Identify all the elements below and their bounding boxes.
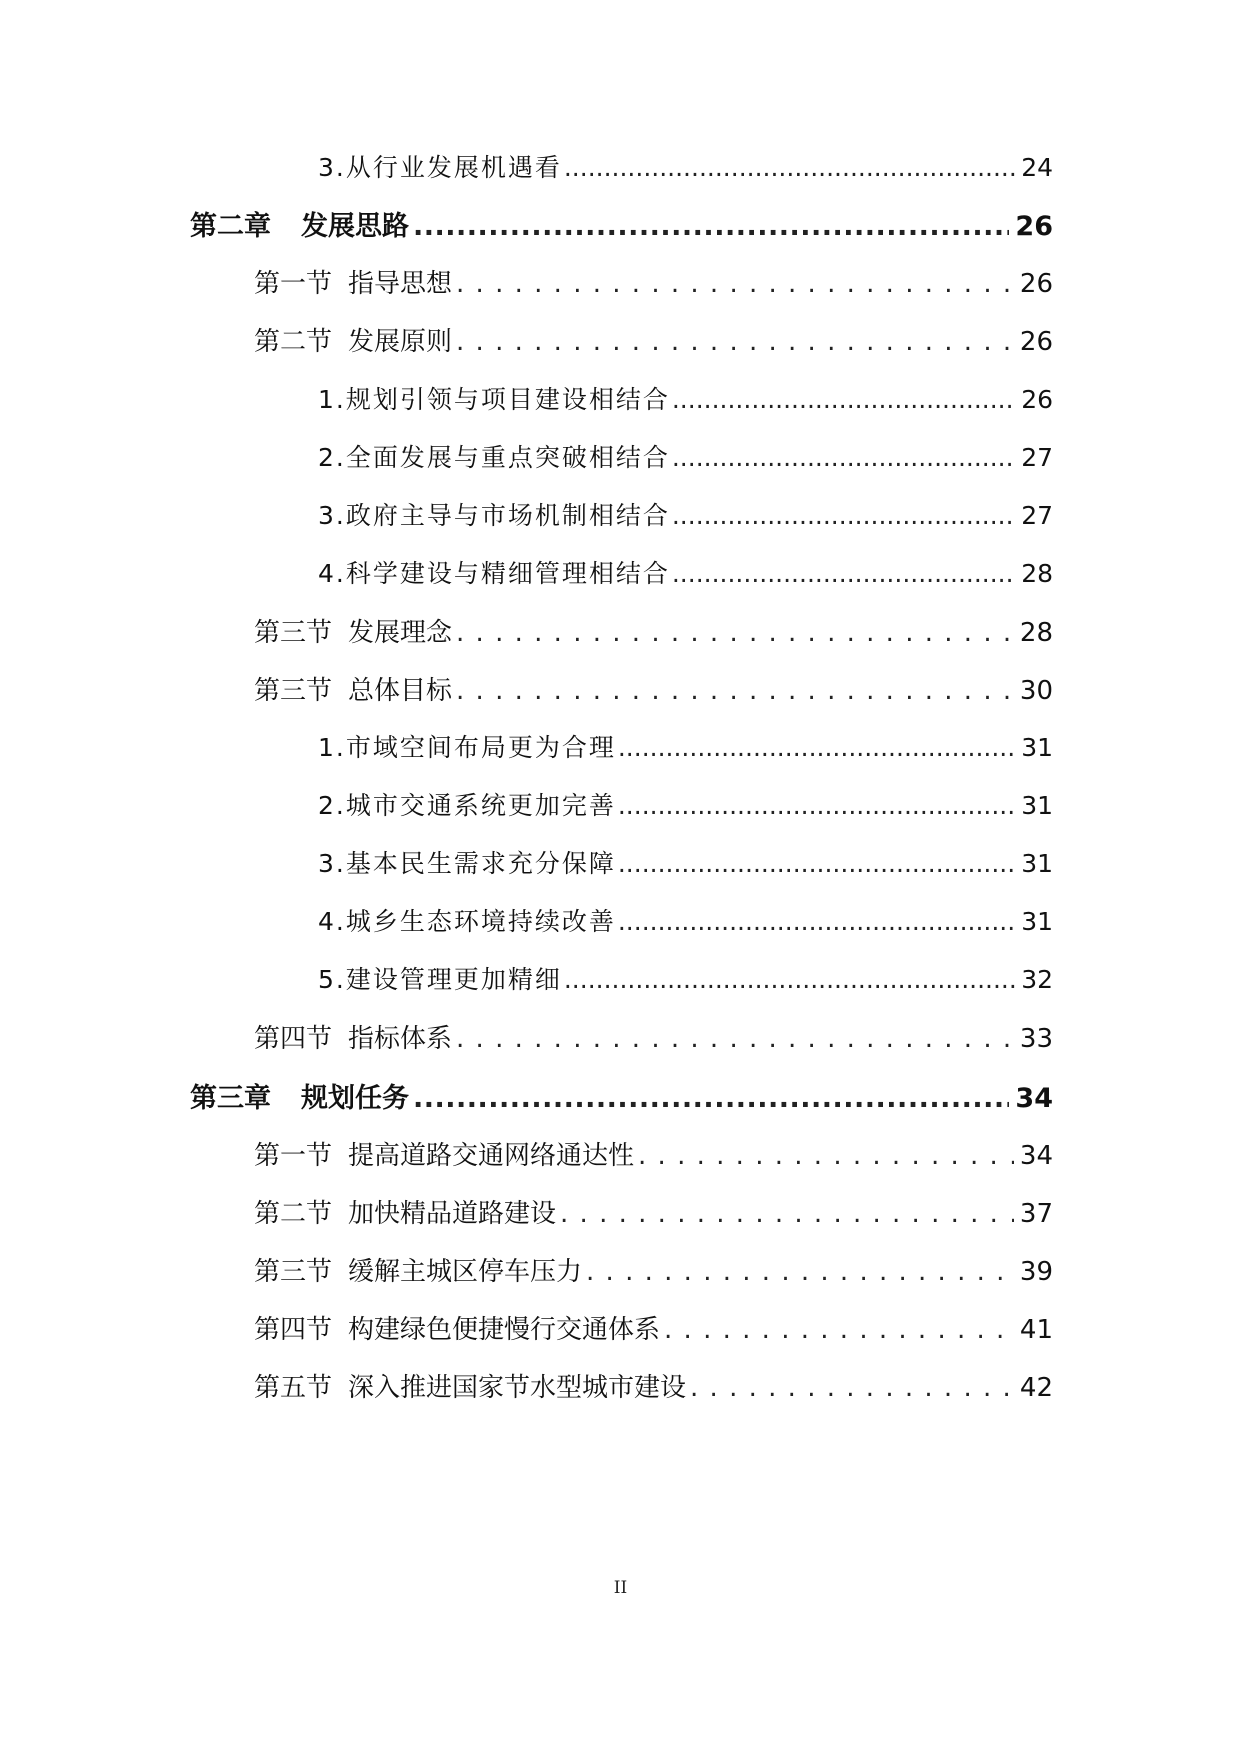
toc-entry[interactable]	[318, 902, 1053, 938]
toc-entry[interactable]	[318, 496, 1053, 532]
dot-leader	[618, 733, 1015, 762]
toc-entry-title	[254, 321, 452, 358]
toc-entry-page: 34	[1019, 1141, 1053, 1171]
toc-section-entry[interactable]	[254, 1309, 1053, 1346]
section-title: 发展原则	[348, 327, 453, 357]
dot-leader	[564, 153, 1015, 182]
toc-entry-title: 1.市域空间布局更为合理	[318, 733, 616, 762]
toc-entry-title	[190, 204, 409, 243]
toc-entry-title	[254, 612, 452, 649]
toc-section-entry[interactable]	[254, 263, 1053, 300]
chapter-title: 规划任务	[301, 1083, 409, 1114]
toc-entry-title	[254, 1135, 634, 1172]
dot-leader	[456, 1024, 1014, 1054]
toc-section-entry[interactable]	[254, 612, 1053, 649]
toc-chapter-entry[interactable]	[190, 1076, 1053, 1115]
toc-entry[interactable]	[318, 786, 1053, 822]
chapter-title: 发展思路	[301, 211, 409, 242]
chapter-label: 第二章	[190, 211, 271, 242]
section-label: 第一节	[254, 1141, 333, 1171]
toc-entry-page: 33	[1019, 1024, 1053, 1054]
page-number: II	[613, 1578, 628, 1598]
toc-entry[interactable]	[318, 960, 1053, 996]
toc-entry-page: 24	[1021, 153, 1053, 182]
toc-entry-title: 2.城市交通系统更加完善	[318, 791, 616, 820]
chapter-label: 第三章	[190, 1083, 271, 1114]
toc-entry-title: 2.全面发展与重点突破相结合	[318, 443, 670, 472]
toc-entry[interactable]	[318, 380, 1053, 416]
toc-entry-title: 3.从行业发展机遇看	[318, 153, 562, 182]
toc-entry[interactable]	[318, 438, 1053, 474]
section-title: 指导思想	[348, 269, 453, 299]
toc-section-entry[interactable]	[254, 1251, 1053, 1288]
toc-entry-title	[254, 670, 452, 707]
toc-entry-title: 4.科学建设与精细管理相结合	[318, 559, 670, 588]
toc-entry-page: 41	[1019, 1315, 1053, 1345]
section-title: 指标体系	[348, 1024, 453, 1054]
section-title: 缓解主城区停车压力	[348, 1257, 583, 1287]
toc-entry-title	[254, 1309, 660, 1346]
toc-section-entry[interactable]	[254, 1193, 1053, 1230]
toc-entry-page: 28	[1021, 559, 1053, 588]
dot-leader	[560, 1199, 1014, 1229]
toc-entry-title	[254, 1367, 686, 1404]
toc-entry-page: 31	[1021, 907, 1053, 936]
dot-leader	[672, 443, 1015, 472]
toc-entry[interactable]	[318, 554, 1053, 590]
toc-entry-title: 4.城乡生态环境持续改善	[318, 907, 616, 936]
toc-section-entry[interactable]	[254, 321, 1053, 358]
toc-entry-page: 31	[1021, 733, 1053, 762]
toc-entry-page: 42	[1019, 1373, 1053, 1403]
dot-leader	[456, 618, 1014, 648]
toc-section-entry[interactable]	[254, 670, 1053, 707]
section-label: 第二节	[254, 1199, 333, 1229]
toc-entry-page: 30	[1019, 676, 1053, 706]
section-label: 第三节	[254, 618, 333, 648]
toc-entry-page: 28	[1019, 618, 1053, 648]
dot-leader	[672, 559, 1015, 588]
section-label: 第一节	[254, 269, 333, 299]
toc-section-entry[interactable]	[254, 1367, 1053, 1404]
section-title: 加快精品道路建设	[348, 1199, 557, 1229]
toc-section-entry[interactable]	[254, 1135, 1053, 1172]
dot-leader	[672, 501, 1015, 530]
dot-leader	[413, 1083, 1009, 1114]
toc-entry-page: 26	[1019, 269, 1053, 299]
toc-entry-title: 5.建设管理更加精细	[318, 965, 562, 994]
section-label: 第四节	[254, 1024, 333, 1054]
section-title: 提高道路交通网络通达性	[348, 1141, 635, 1171]
toc-entry-title	[254, 1018, 452, 1055]
section-title: 深入推进国家节水型城市建设	[348, 1373, 687, 1403]
dot-leader	[672, 385, 1015, 414]
dot-leader	[664, 1315, 1014, 1345]
dot-leader	[586, 1257, 1014, 1287]
section-label: 第三节	[254, 1257, 333, 1287]
toc-entry-title: 3.基本民生需求充分保障	[318, 849, 616, 878]
toc-entry-page: 39	[1019, 1257, 1053, 1287]
toc-entry[interactable]	[318, 728, 1053, 764]
section-label: 第二节	[254, 327, 333, 357]
toc-entry-title	[254, 263, 452, 300]
dot-leader	[456, 327, 1014, 357]
toc-entry-page: 37	[1019, 1199, 1053, 1229]
toc-entry-page: 26	[1021, 385, 1053, 414]
toc-entry-page: 31	[1021, 849, 1053, 878]
toc-entry-page: 31	[1021, 791, 1053, 820]
toc-entry-title: 3.政府主导与市场机制相结合	[318, 501, 670, 530]
toc-chapter-entry[interactable]	[190, 204, 1053, 243]
dot-leader	[618, 907, 1015, 936]
toc-entry-page: 34	[1015, 1083, 1053, 1114]
toc-entry-page: 26	[1019, 327, 1053, 357]
dot-leader	[618, 791, 1015, 820]
toc-section-entry[interactable]	[254, 1018, 1053, 1055]
toc-entry-page: 27	[1021, 501, 1053, 530]
toc-entry-title	[254, 1251, 582, 1288]
toc-entry-title: 1.规划引领与项目建设相结合	[318, 385, 670, 414]
section-label: 第三节	[254, 676, 333, 706]
dot-leader	[456, 269, 1014, 299]
dot-leader	[618, 849, 1015, 878]
toc-entry-title	[190, 1076, 409, 1115]
dot-leader	[638, 1141, 1014, 1171]
section-title: 发展理念	[348, 618, 453, 648]
toc-entry-page: 27	[1021, 443, 1053, 472]
toc-entry-page: 32	[1021, 965, 1053, 994]
toc-entry[interactable]	[318, 844, 1053, 880]
toc-entry-page: 26	[1015, 211, 1053, 242]
section-label: 第五节	[254, 1373, 333, 1403]
dot-leader	[690, 1373, 1014, 1403]
section-title: 总体目标	[348, 676, 453, 706]
dot-leader	[413, 211, 1009, 242]
dot-leader	[456, 676, 1014, 706]
toc-entry-title	[254, 1193, 556, 1230]
toc-entry[interactable]	[318, 148, 1053, 184]
dot-leader	[564, 965, 1015, 994]
section-label: 第四节	[254, 1315, 333, 1345]
section-title: 构建绿色便捷慢行交通体系	[348, 1315, 661, 1345]
